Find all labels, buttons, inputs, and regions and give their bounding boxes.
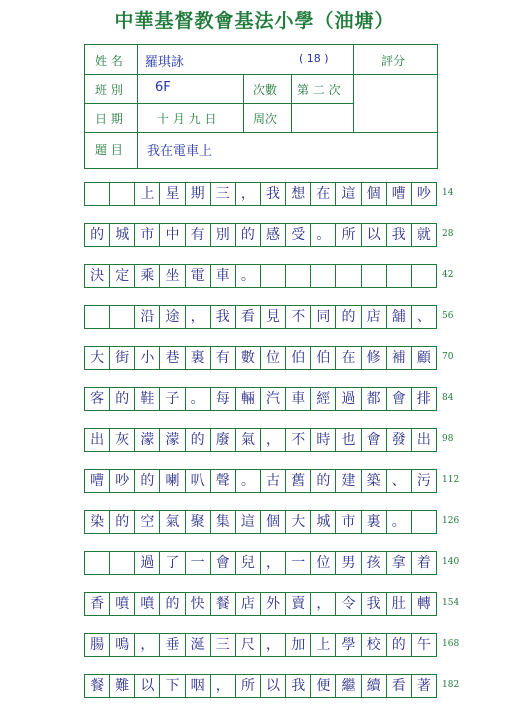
essay-cell: 續	[362, 675, 387, 697]
essay-cell: 我	[261, 183, 286, 205]
topic-label: 題 目	[95, 143, 123, 157]
essay-cell: 肚	[387, 593, 412, 615]
essay-cell: 上	[135, 183, 160, 205]
essay-cell: 看	[236, 306, 261, 328]
class-value: 6F	[155, 80, 171, 95]
essay-cell	[261, 265, 286, 287]
essay-cell: 客	[85, 388, 110, 410]
essay-cell: 了	[160, 552, 185, 574]
character-count: 70	[442, 352, 454, 362]
essay-cell: ，	[211, 675, 236, 697]
essay-cell: 城	[311, 511, 336, 533]
essay-cell: 涎	[186, 634, 211, 656]
essay-cell: 以	[261, 675, 286, 697]
essay-cell: 經	[311, 388, 336, 410]
essay-cell: 在	[336, 347, 361, 369]
essay-cell: 垂	[160, 634, 185, 656]
essay-cell: 過	[336, 388, 361, 410]
essay-cell: 發	[387, 429, 412, 451]
essay-cell: 的	[110, 511, 135, 533]
essay-cell: 期	[186, 183, 211, 205]
essay-cell: 。	[236, 470, 261, 492]
essay-cell: 同	[311, 306, 336, 328]
essay-cell	[362, 265, 387, 287]
essay-cell: 別	[211, 224, 236, 246]
essay-cell: 外	[261, 593, 286, 615]
essay-cell: 繼	[336, 675, 361, 697]
page-title: 中華基督教會基法小學（油塘）	[114, 10, 395, 32]
essay-cell: 見	[261, 306, 286, 328]
essay-cell: ，	[261, 429, 286, 451]
essay-cell: 每	[211, 388, 236, 410]
essay-row	[84, 264, 437, 288]
essay-cell: 腸	[85, 634, 110, 656]
essay-cell: 築	[362, 470, 387, 492]
essay-cell	[387, 265, 412, 287]
essay-cell: 會	[387, 388, 412, 410]
essay-cell: 嘈	[387, 183, 412, 205]
essay-cell: 的	[336, 306, 361, 328]
essay-cell	[110, 552, 135, 574]
essay-cell: 令	[336, 593, 361, 615]
essay-cell: 小	[135, 347, 160, 369]
essay-cell: 這	[336, 183, 361, 205]
essay-cell: 以	[362, 224, 387, 246]
essay-cell: 乘	[135, 265, 160, 287]
essay-cell: 我	[387, 224, 412, 246]
essay-cell: 的	[135, 470, 160, 492]
essay-cell: 車	[211, 265, 236, 287]
essay-cell: 我	[286, 675, 311, 697]
essay-cell	[336, 265, 361, 287]
essay-cell: 會	[362, 429, 387, 451]
essay-cell: 以	[135, 675, 160, 697]
essay-cell: 的	[387, 634, 412, 656]
essay-cell: 裏	[186, 347, 211, 369]
essay-cell: 空	[135, 511, 160, 533]
essay-cell: 染	[85, 511, 110, 533]
essay-cell: 著	[416, 678, 431, 694]
name-value: 羅琪詠	[145, 55, 185, 70]
character-count: 42	[442, 270, 454, 280]
essay-cell: 所	[336, 224, 361, 246]
character-count: 14	[442, 188, 454, 198]
essay-cell: 賣	[286, 593, 311, 615]
essay-row	[84, 223, 437, 247]
grade-label: 評分	[381, 54, 406, 68]
essay-cell: 大	[85, 347, 110, 369]
essay-cell: 建	[336, 470, 361, 492]
essay-cell: 三	[211, 634, 236, 656]
essay-cell: 店	[236, 593, 261, 615]
essay-cell: 個	[362, 183, 387, 205]
essay-row	[84, 592, 437, 616]
essay-cell: 的	[110, 388, 135, 410]
essay-cell: 市	[135, 224, 160, 246]
essay-cell: 過	[135, 552, 160, 574]
essay-cell: 位	[311, 552, 336, 574]
essay-cell: 位	[261, 347, 286, 369]
essay-cell: 有	[186, 224, 211, 246]
essay-cell: 午	[416, 637, 431, 653]
essay-cell: 。	[236, 265, 261, 287]
essay-cell: 顧	[416, 350, 431, 366]
essay-cell	[412, 511, 436, 533]
essay-cell: 這	[236, 511, 261, 533]
essay-cell: 校	[362, 634, 387, 656]
essay-cell	[85, 552, 110, 574]
character-count: 56	[442, 311, 454, 321]
essay-cell: 。	[186, 388, 211, 410]
essay-cell	[85, 306, 110, 328]
essay-cell: 三	[211, 183, 236, 205]
essay-cell: 中	[160, 224, 185, 246]
essay-cell	[286, 265, 311, 287]
essay-cell: 濛	[160, 429, 185, 451]
essay-cell: 感	[261, 224, 286, 246]
essay-cell: 轉	[416, 596, 431, 612]
essay-row	[84, 510, 437, 534]
essay-cell: 難	[110, 675, 135, 697]
essay-cell: 沿	[135, 306, 160, 328]
essay-cell: 餐	[211, 593, 236, 615]
essay-cell: 受	[286, 224, 311, 246]
essay-cell	[85, 183, 110, 205]
essay-cell: 補	[387, 347, 412, 369]
essay-cell	[311, 265, 336, 287]
essay-cell: 舖	[387, 306, 412, 328]
essay-cell: 店	[362, 306, 387, 328]
essay-cell: ，	[311, 593, 336, 615]
essay-cell: 。	[311, 224, 336, 246]
essay-cell: 汽	[261, 388, 286, 410]
essay-row	[84, 428, 437, 452]
essay-cell: 快	[186, 593, 211, 615]
essay-cell: 出	[85, 429, 110, 451]
essay-cell: ，	[236, 183, 261, 205]
essay-cell: 餐	[85, 675, 110, 697]
name-label: 姓 名	[95, 54, 123, 68]
essay-cell: 途	[160, 306, 185, 328]
essay-cell	[412, 265, 436, 287]
essay-cell: 孩	[362, 552, 387, 574]
essay-cell: 男	[336, 552, 361, 574]
character-count: 98	[442, 434, 454, 444]
essay-cell: 我	[211, 306, 236, 328]
essay-cell: 出	[416, 432, 431, 448]
essay-cell: 伯	[286, 347, 311, 369]
character-count: 112	[442, 475, 460, 485]
character-count: 84	[442, 393, 454, 403]
essay-cell: ，	[261, 552, 286, 574]
essay-cell: 也	[336, 429, 361, 451]
essay-cell: 聚	[186, 511, 211, 533]
essay-cell: 古	[261, 470, 286, 492]
essay-cell: 鳴	[110, 634, 135, 656]
character-count: 154	[442, 598, 460, 608]
essay-cell: 吵	[110, 470, 135, 492]
essay-row	[84, 182, 437, 206]
character-count: 168	[442, 639, 460, 649]
essay-cell: 不	[286, 306, 311, 328]
essay-cell: 喇	[160, 470, 185, 492]
essay-cell: 時	[311, 429, 336, 451]
essay-cell: 我	[362, 593, 387, 615]
date-label: 日 期	[95, 112, 123, 126]
essay-cell: 想	[286, 183, 311, 205]
essay-cell: 巷	[160, 347, 185, 369]
character-count: 140	[442, 557, 460, 567]
essay-cell: 拿	[387, 552, 412, 574]
essay-cell: 不	[286, 429, 311, 451]
essay-cell: 的	[236, 224, 261, 246]
essay-cell: 所	[236, 675, 261, 697]
essay-cell: 便	[311, 675, 336, 697]
essay-cell: 尺	[236, 634, 261, 656]
essay-cell: 都	[362, 388, 387, 410]
essay-cell: 街	[110, 347, 135, 369]
essay-cell: 聲	[211, 470, 236, 492]
essay-cell: 大	[286, 511, 311, 533]
essay-cell: 廢	[211, 429, 236, 451]
essay-cell: 氣	[160, 511, 185, 533]
essay-row	[84, 469, 437, 493]
essay-cell: 修	[362, 347, 387, 369]
essay-cell: 車	[286, 388, 311, 410]
essay-cell: 一	[286, 552, 311, 574]
essay-cell: 定	[110, 265, 135, 287]
essay-cell: 坐	[160, 265, 185, 287]
class-label: 班 別	[95, 83, 123, 97]
essay-cell: 一	[186, 552, 211, 574]
essay-cell: 嘈	[85, 470, 110, 492]
essay-cell: 伯	[311, 347, 336, 369]
essay-cell: 吵	[416, 186, 431, 202]
date-value: 十 月 九 日	[157, 112, 217, 126]
essay-row	[84, 633, 437, 657]
essay-cell	[110, 306, 135, 328]
essay-cell: ，	[186, 306, 211, 328]
essay-cell: 就	[416, 227, 431, 243]
essay-cell: 的	[186, 429, 211, 451]
essay-cell: 、	[416, 309, 431, 325]
essay-cell	[110, 183, 135, 205]
essay-cell: 在	[311, 183, 336, 205]
essay-cell: 看	[387, 675, 412, 697]
essay-cell: 數	[236, 347, 261, 369]
character-count: 126	[442, 516, 460, 526]
essay-cell: 集	[211, 511, 236, 533]
count-label: 次數	[253, 83, 278, 97]
essay-cell: 濛	[135, 429, 160, 451]
essay-cell: 噴	[135, 593, 160, 615]
essay-cell: 市	[336, 511, 361, 533]
essay-cell: 兒	[236, 552, 261, 574]
essay-cell: 灰	[110, 429, 135, 451]
essay-cell: 。	[387, 511, 412, 533]
essay-cell: 下	[160, 675, 185, 697]
essay-cell: 加	[286, 634, 311, 656]
character-count: 182	[442, 680, 460, 690]
count-value: 第 二 次	[297, 83, 341, 97]
essay-cell: 學	[336, 634, 361, 656]
essay-cell: 決	[85, 265, 110, 287]
essay-row	[84, 551, 437, 575]
essay-row	[84, 674, 437, 698]
essay-cell: ，	[261, 634, 286, 656]
essay-cell: 有	[211, 347, 236, 369]
week-label: 周次	[253, 112, 278, 126]
essay-cell: ，	[135, 634, 160, 656]
essay-cell: 會	[211, 552, 236, 574]
essay-row	[84, 305, 437, 329]
topic-value: 我在電車上	[147, 144, 213, 159]
essay-cell: 噴	[110, 593, 135, 615]
essay-cell: 、	[387, 470, 412, 492]
essay-cell: 的	[85, 224, 110, 246]
essay-cell: 城	[110, 224, 135, 246]
essay-cell: 排	[416, 391, 431, 407]
essay-cell: 舊	[286, 470, 311, 492]
essay-row	[84, 387, 437, 411]
essay-cell: 香	[85, 593, 110, 615]
essay-cell: 氣	[236, 429, 261, 451]
essay-cell: 污	[416, 473, 431, 489]
student-number: ( 18 )	[299, 52, 329, 65]
essay-cell: 裏	[362, 511, 387, 533]
essay-cell: 子	[160, 388, 185, 410]
essay-cell: 個	[261, 511, 286, 533]
essay-cell: 咽	[186, 675, 211, 697]
character-count: 28	[442, 229, 454, 239]
essay-cell: 鞋	[135, 388, 160, 410]
essay-cell: 的	[311, 470, 336, 492]
essay-row	[84, 346, 437, 370]
essay-cell: 的	[160, 593, 185, 615]
essay-cell: 星	[160, 183, 185, 205]
essay-cell: 上	[311, 634, 336, 656]
essay-cell: 輛	[236, 388, 261, 410]
essay-cell: 電	[186, 265, 211, 287]
essay-cell: 着	[416, 555, 431, 571]
essay-cell: 叭	[186, 470, 211, 492]
